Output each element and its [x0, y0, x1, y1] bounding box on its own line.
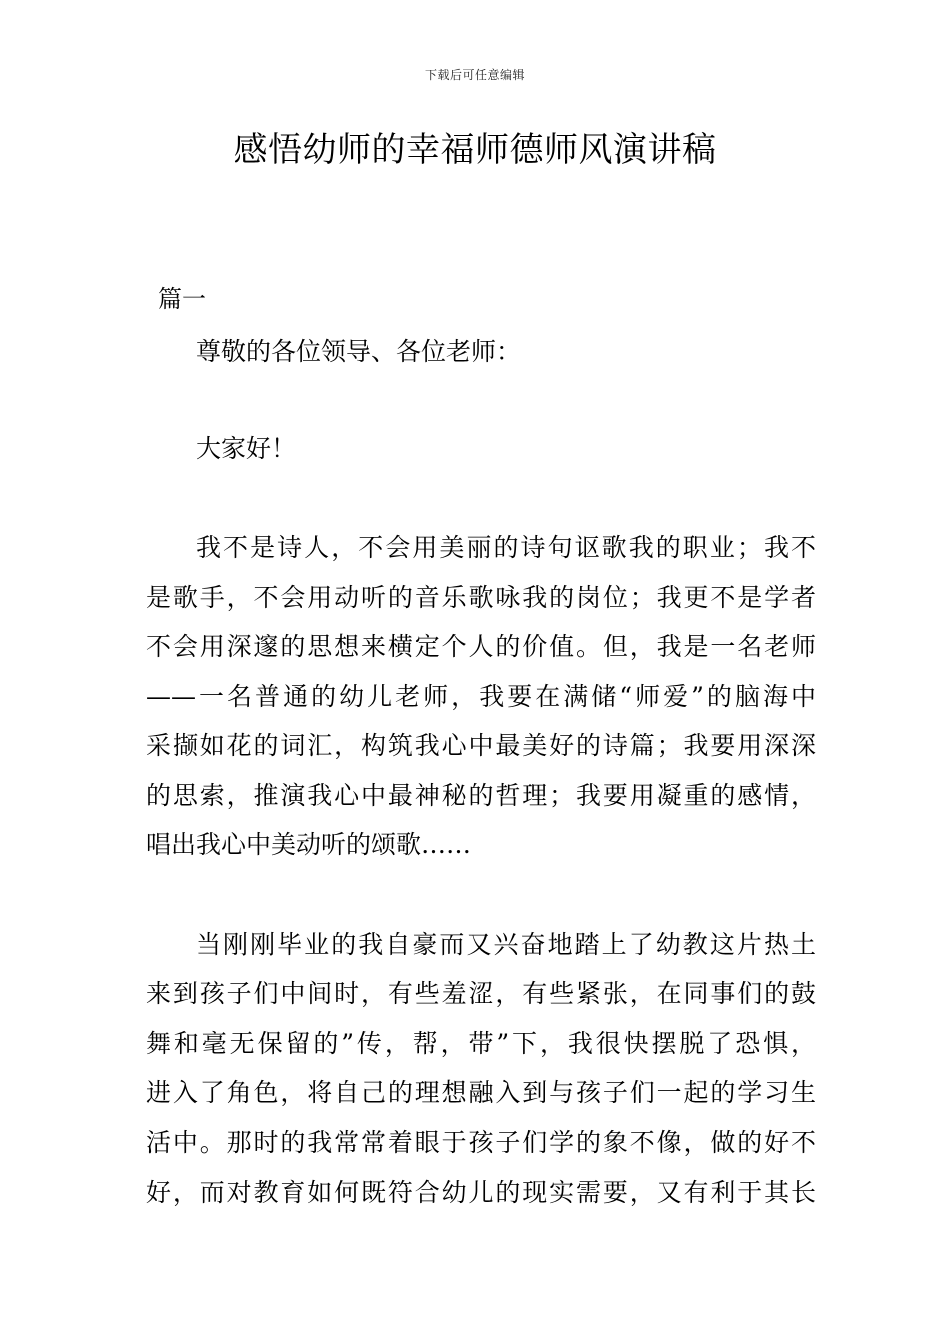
paragraph-line: 当刚刚毕业的我自豪而又兴奋地踏上了幼教这片热土 [196, 930, 816, 959]
paragraph-line: 好，而对教育如何既符合幼儿的现实需要，又有利于其长 [146, 1178, 816, 1207]
paragraph-line: 唱出我心中美动听的颂歌…… [146, 830, 472, 859]
greeting: 大家好！ [196, 434, 297, 463]
paragraph-line: 采撷如花的词汇，构筑我心中最美好的诗篇；我要用深深 [146, 731, 816, 760]
document-title: 感悟幼师的幸福师德师风演讲稿 [233, 130, 717, 170]
paragraph-line: 我不是诗人，不会用美丽的诗句讴歌我的职业；我不 [196, 533, 816, 562]
paragraph-line: 是歌手，不会用动听的音乐歌咏我的岗位；我更不是学者 [146, 583, 816, 612]
salutation: 尊敬的各位领导、各位老师： [196, 337, 522, 366]
paragraph-line: 不会用深邃的思想来横定个人的价值。但，我是一名老师 [146, 632, 816, 661]
paragraph-line: 舞和毫无保留的”传，帮，带”下，我很快摆脱了恐惧， [146, 1029, 816, 1058]
paragraph-line: ——一名普通的幼儿老师，我要在满储“师爱”的脑海中 [146, 682, 816, 711]
header-note: 下载后可任意编辑 [424, 68, 525, 82]
section-label: 篇一 [158, 285, 206, 313]
paragraph-line: 的思索，推演我心中最神秘的哲理；我要用凝重的感情， [146, 781, 816, 810]
paragraph-line: 活中。那时的我常常着眼于孩子们学的象不像，做的好不 [146, 1128, 816, 1157]
paragraph-line: 来到孩子们中间时，有些羞涩，有些紧张，在同事们的鼓 [146, 979, 816, 1008]
paragraph-line: 进入了角色，将自己的理想融入到与孩子们一起的学习生 [146, 1078, 816, 1107]
